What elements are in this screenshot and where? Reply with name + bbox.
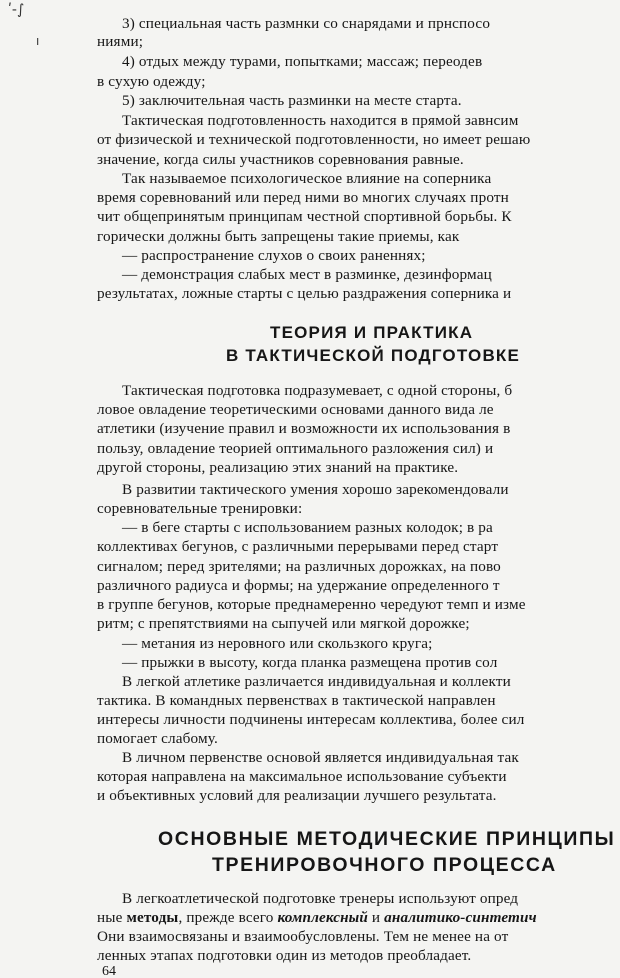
italic-term: комплексный bbox=[277, 909, 368, 926]
text-fragment: и bbox=[367, 909, 385, 926]
text-line: — демонстрация слабых мест в разминке, дезинформац bbox=[122, 266, 492, 283]
text-line: В легкой атлетике различается индивидуальная и коллекти bbox=[122, 673, 511, 690]
text-line: — метания из неровного или скользкого круга; bbox=[122, 635, 433, 652]
text-line: другой стороны, реализацию этих знаний на практике. bbox=[97, 459, 459, 476]
text-line: различного радиуса и формы; на удержание определенного т bbox=[97, 577, 500, 594]
text-line: ритм; с препятствиями на сыпучей или мягкой дорожке; bbox=[97, 615, 470, 632]
text-line: — в беге старты с использованием разных колодок; в ра bbox=[122, 519, 493, 536]
text-line: Тактическая подготовленность находится в прямой завнсим bbox=[122, 112, 519, 129]
text-line: ленных этапах подготовки один из методов преобладает. bbox=[97, 947, 472, 964]
text-line: сигналом; перед зрителями; на различных дорожках, на пово bbox=[97, 558, 501, 575]
text-line: значение, когда силы участников соревнования равные. bbox=[97, 151, 464, 168]
page-number: 64 bbox=[102, 964, 116, 978]
text-line: результатах, ложные старты с целью раздражения соперника и bbox=[97, 285, 512, 302]
section-heading: В ТАКТИЧЕСКОЙ ПОДГОТОВКЕ bbox=[226, 346, 521, 365]
text-fragment: , прежде всего bbox=[178, 909, 278, 926]
margin-mark: ı bbox=[36, 34, 40, 48]
text-line: Так называемое психологическое влияние на соперника bbox=[122, 170, 492, 187]
text-fragment: ные bbox=[97, 909, 127, 926]
text-line: соревновательные тренировки: bbox=[97, 500, 303, 517]
margin-mark: ʹ‑∫ bbox=[8, 2, 25, 18]
section-heading: ТРЕНИРОВОЧНОГО ПРОЦЕССА bbox=[212, 854, 557, 876]
text-line: коллективах бегунов, с различными перерывами перед старт bbox=[97, 538, 499, 555]
text-line: время соревнований или перед ними во многих случаях протн bbox=[97, 189, 509, 206]
text-line: Тактическая подготовка подразумевает, с одной стороны, б bbox=[122, 382, 513, 399]
text-line: пользу, овладение теорией оптимального разложения сил) и bbox=[97, 440, 494, 457]
text-line: — распространение слухов о своих раненнях; bbox=[122, 247, 426, 264]
text-line: в группе бегунов, которые преднамеренно чередуют темп и изме bbox=[97, 596, 526, 613]
text-line: от физической и технической подготовленности, но имеет решаю bbox=[97, 131, 531, 148]
text-line: помогает слабому. bbox=[97, 730, 218, 747]
text-line: 3) специальная часть размнки со снарядами и прнспосо bbox=[122, 15, 491, 32]
text-line: 4) отдых между турами, попытками; массаж; переодев bbox=[122, 53, 483, 70]
text-line: В развитии тактического умения хорошо зарекомендовали bbox=[122, 481, 509, 498]
text-line: В личном первенстве основой является индивидуальная так bbox=[122, 749, 519, 766]
bold-term: методы bbox=[126, 909, 179, 926]
text-line: атлетики (изучение правил и возможности их использования в bbox=[97, 420, 511, 437]
text-line: интересы личности подчинены интересам коллектива, более сил bbox=[97, 711, 525, 728]
text-line: в сухую одежду; bbox=[97, 73, 206, 90]
text-line: 5) заключительная часть разминки на месте старта. bbox=[122, 92, 462, 109]
text-line bbox=[97, 909, 537, 927]
text-line: и объективных условий для реализации лучшего результата. bbox=[97, 787, 497, 804]
section-heading: ОСНОВНЫЕ МЕТОДИЧЕСКИЕ ПРИНЦИПЫ bbox=[158, 828, 616, 850]
section-heading: ТЕОРИЯ И ПРАКТИКА bbox=[270, 323, 474, 342]
italic-term: аналитико-синтетич bbox=[384, 909, 537, 926]
text-line: горически должны быть запрещены такие приемы, как bbox=[97, 228, 460, 245]
text-line: тактика. В командных первенствах в тактической направлен bbox=[97, 692, 496, 709]
text-line: чит общепринятым принципам честной спортивной борьбы. К bbox=[97, 208, 512, 225]
text-line: которая направлена на максимальное использование субъекти bbox=[97, 768, 507, 785]
text-line: ниями; bbox=[97, 33, 144, 50]
text-line: Они взаимосвязаны и взаимообусловлены. Тем не менее на от bbox=[97, 928, 509, 945]
text-line: — прыжки в высоту, когда планка размещена против сол bbox=[122, 654, 498, 671]
text-line: ловое овладение теоретическими основами данного вида ле bbox=[97, 401, 494, 418]
text-line: В легкоатлетической подготовке тренеры используют опред bbox=[122, 890, 519, 907]
